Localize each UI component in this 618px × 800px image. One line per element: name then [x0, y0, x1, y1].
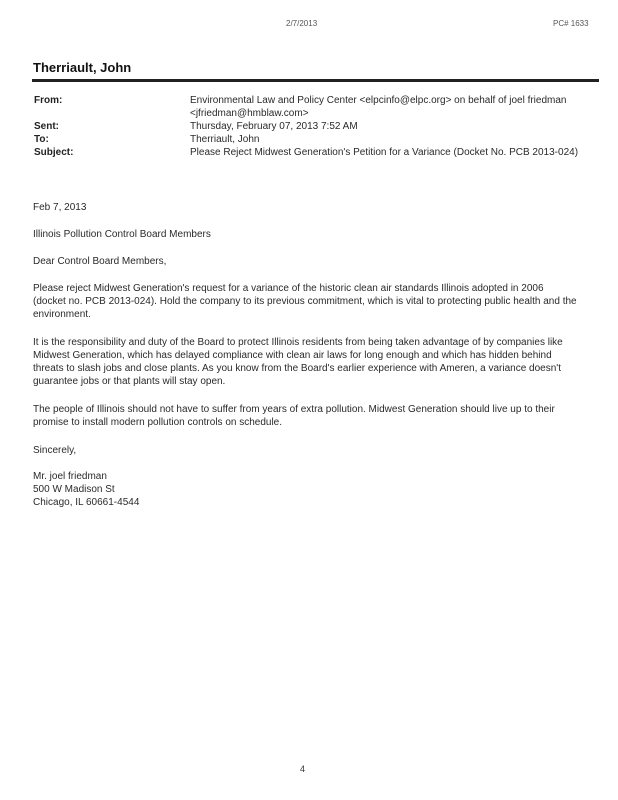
subject-value: Please Reject Midwest Generation's Petition for a Variance (Docket No. PCB 2013-024) — [190, 147, 579, 158]
signature-city: Chicago, IL 60661-4544 — [33, 497, 140, 508]
from-label: From: — [34, 95, 63, 106]
to-label: To: — [34, 134, 49, 145]
signature-street: 500 W Madison St — [33, 484, 115, 495]
header-rule — [32, 79, 599, 82]
letter-salutation: Dear Control Board Members, — [33, 256, 167, 267]
letter-paragraph-2: It is the responsibility and duty of the Board to protect Illinois residents from being taken advantage of by companies like Midwest Generation, which has delayed compliance with clean air laws for long enough and which has hidden behind threats to slash jobs and close plants. As you know from the Board's earlier experience with Ameren, a variance doesn't guarantee jobs or that plants will stay open. — [33, 337, 563, 387]
letter-date: Feb 7, 2013 — [33, 202, 87, 213]
subject-label: Subject: — [34, 147, 74, 158]
to-value: Therriault, John — [190, 134, 260, 145]
from-value-email: <jfriedman@hmblaw.com> — [190, 108, 309, 119]
letter-closing: Sincerely, — [33, 445, 77, 456]
signature-name: Mr. joel friedman — [33, 471, 107, 482]
letter-paragraph-1: Please reject Midwest Generation's request for a variance of the historic clean air standards Illinois adopted in 2006 (docket no. PCB 2013-024). Hold the company to its previous commitment, which is vital to protecting public health and the environment. — [33, 283, 577, 320]
from-value: Environmental Law and Policy Center <elpcinfo@elpc.org> on behalf of joel friedman — [190, 95, 567, 106]
letter-addressee: Illinois Pollution Control Board Members — [33, 229, 211, 240]
page-number: 4 — [300, 764, 306, 774]
page-code: PC# 1633 — [553, 19, 589, 28]
sent-value: Thursday, February 07, 2013 7:52 AM — [190, 121, 358, 132]
sender-name: Therriault, John — [33, 60, 132, 75]
page-date: 2/7/2013 — [286, 19, 318, 28]
letter-paragraph-3: The people of Illinois should not have to suffer from years of extra pollution. Midwest Generation should live up to their promise to install modern pollution controls on schedule. — [33, 404, 555, 428]
sent-label: Sent: — [34, 121, 59, 132]
